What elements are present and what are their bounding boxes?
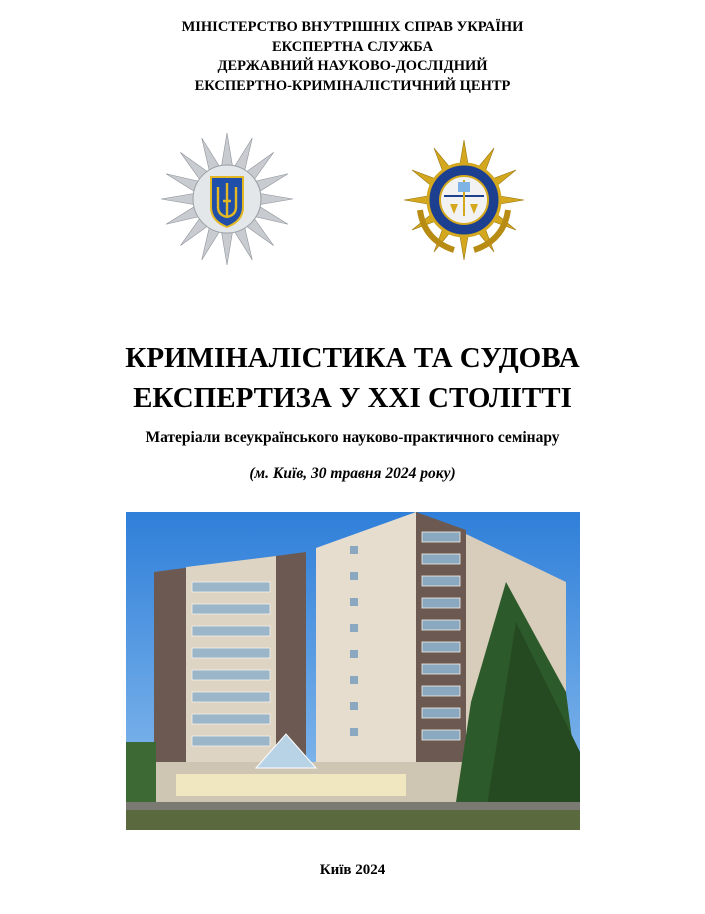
header-line-forensic-center: ЕКСПЕРТНО-КРИМІНАЛІСТИЧНИЙ ЦЕНТР: [194, 77, 511, 94]
title-line-1: КРИМІНАЛІСТИКА ТА СУДОВА: [125, 342, 580, 374]
publication-place-year: Київ 2024: [319, 862, 386, 878]
ministry-header: [0, 18, 705, 96]
document-title: [0, 338, 705, 418]
header-line-service: ЕКСПЕРТНА СЛУЖБА: [271, 38, 434, 55]
title-line-2: ЕКСПЕРТИЗА У ХХІ СТОЛІТТІ: [133, 382, 572, 414]
seminar-dateline: (м. Київ, 30 травня 2024 року): [249, 465, 456, 482]
header-line-state-center: ДЕРЖАВНИЙ НАУКОВО-ДОСЛІДНИЙ: [217, 58, 488, 74]
building-photo: [126, 512, 580, 830]
document-subtitle: Матеріали всеукраїнського науково-практичного семінару: [145, 429, 560, 446]
header-line-ministry: МІНІСТЕРСТВО ВНУТРІШНІХ СПРАВ УКРАЇНИ: [181, 19, 524, 35]
expert-service-badge-icon: [403, 134, 525, 262]
mvs-star-trident-icon: [152, 130, 302, 268]
